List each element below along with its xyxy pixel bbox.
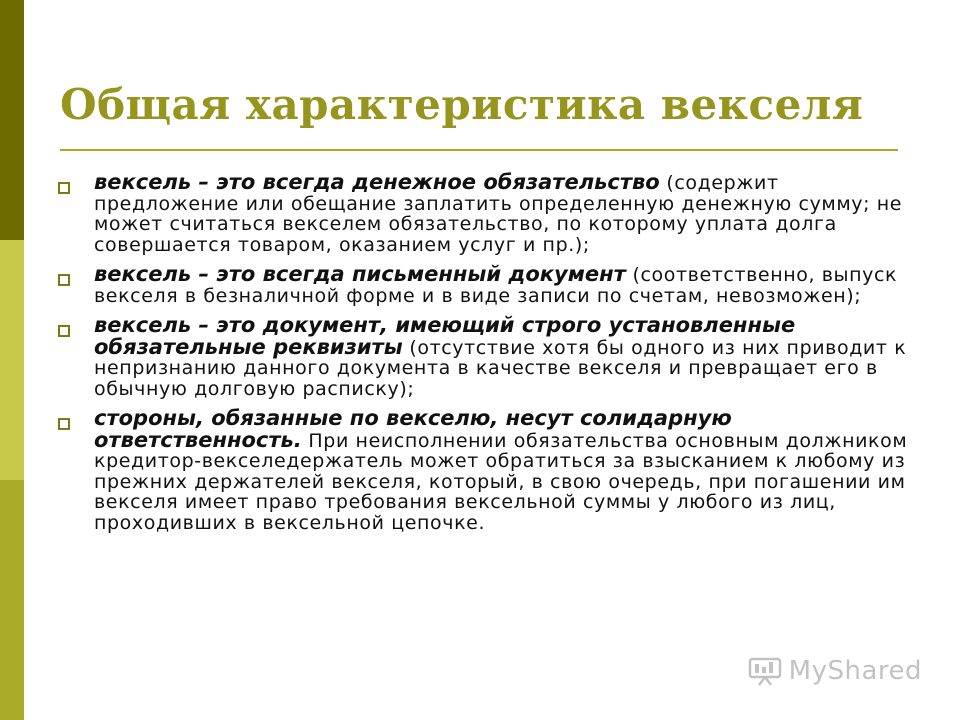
bullet-bold-text: стороны, обязанные по векселю, несут солидарную ответственность. <box>94 406 732 452</box>
bullet-item <box>58 315 928 399</box>
bullet-bold-text: вексель – это всегда денежное обязательство <box>94 170 660 194</box>
square-bullet-icon <box>58 274 70 286</box>
watermark-text: MyShared <box>788 656 922 686</box>
sidebar-band-dark <box>0 0 24 240</box>
bullet-text <box>94 315 928 399</box>
watermark <box>747 656 922 686</box>
slide-title: Общая характеристика векселя <box>60 80 864 129</box>
square-bullet-icon <box>58 182 70 194</box>
bullet-item <box>58 172 928 255</box>
sidebar-decoration <box>0 0 24 720</box>
bullet-item <box>58 408 928 533</box>
sidebar-band-mid <box>0 480 24 720</box>
square-bullet-icon <box>58 325 70 337</box>
bullet-regular-text: (содержит предложение или обещание заплатить определенную денежную сумму; не может считаться векселем обязательство, по которому уплата долга совершается товаром, оказанием услуг и пр.); <box>94 172 903 256</box>
bullet-bold-text: вексель – это всегда письменный документ <box>94 262 626 286</box>
title-underline <box>60 149 898 151</box>
presentation-board-icon <box>747 656 783 686</box>
sidebar-band-light <box>0 240 24 480</box>
bullet-text <box>94 172 928 255</box>
bullet-text <box>94 408 928 533</box>
bullet-regular-text: (отсутствие хотя бы одного из них приводит к непризнанию данного документа в качестве векселя и превращает его в обычную долговую расписку); <box>94 336 907 400</box>
bullet-item <box>58 264 928 306</box>
bullet-regular-text: При неисполнении обязательства основным должником кредитор-векселедержатель может обратиться за взысканием к любому из прежних держателей векселя, который, в свою очередь, при погашении им векселя имеет право требования вексельной суммы у любого из лиц, проходивших в вексельной цепочке. <box>94 429 908 534</box>
bullet-bold-text: вексель – это документ, имеющий строго установленные обязательные реквизиты <box>94 313 796 359</box>
bullet-list <box>58 172 928 542</box>
square-bullet-icon <box>58 418 70 430</box>
bullet-text <box>94 264 928 306</box>
bullet-regular-text: (соответственно, выпуск векселя в безналичной форме и в виде записи по счетам, невозможен); <box>94 264 898 307</box>
